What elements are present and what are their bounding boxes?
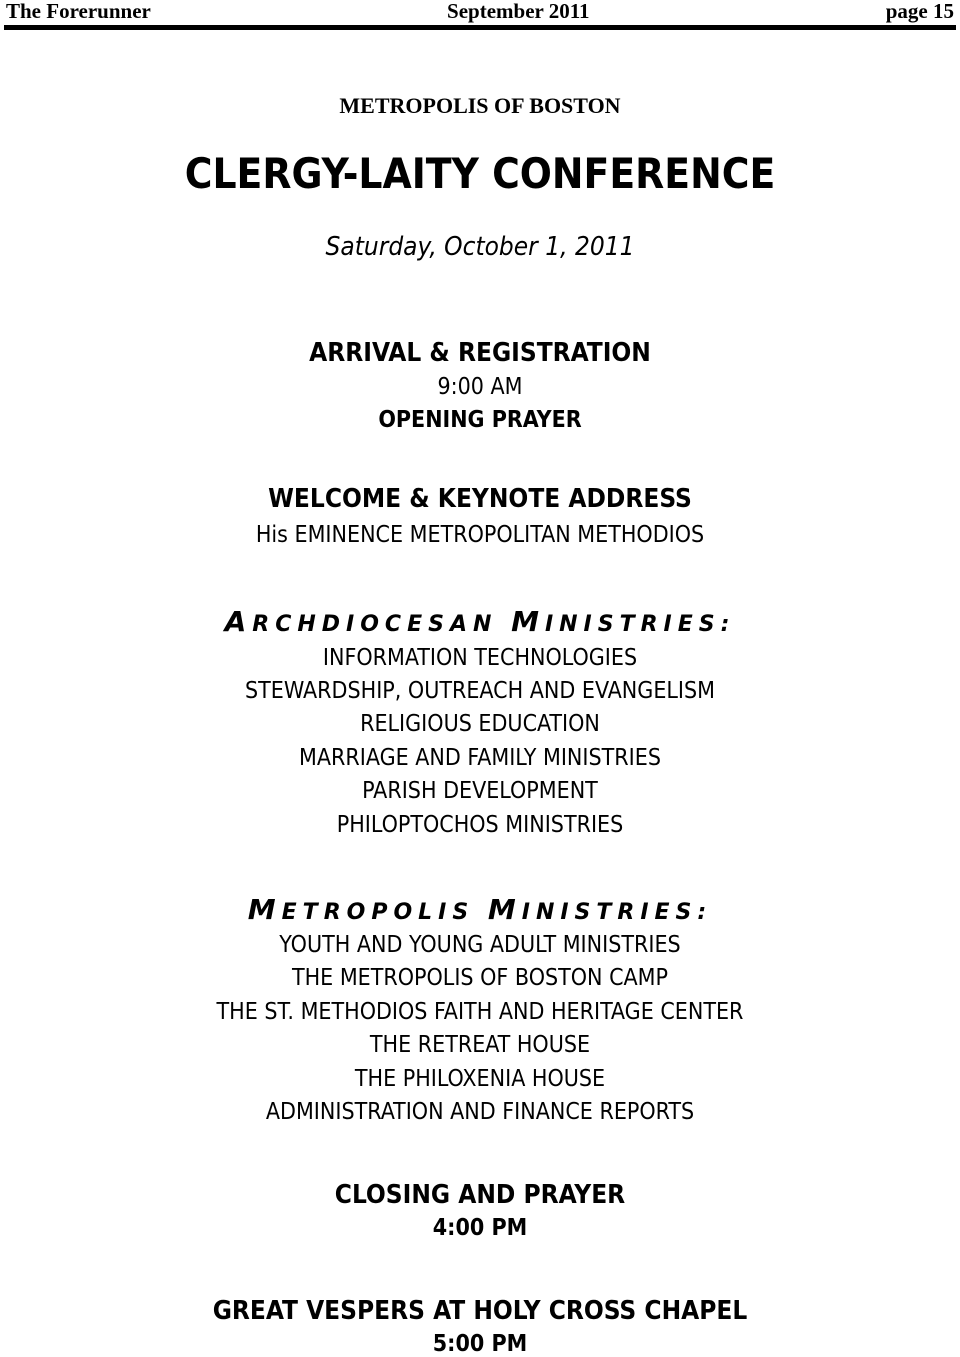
event-date: Saturday, October 1, 2011: [325, 232, 635, 262]
opening-prayer: OPENING PRAYER: [378, 407, 582, 433]
list-item: THE PHILOXENIA HOUSE: [354, 1066, 606, 1092]
list-item: YOUTH AND YOUNG ADULT MINISTRIES: [279, 932, 681, 958]
vespers-heading: GREAT VESPERS AT HOLY CROSS CHAPEL: [212, 1296, 748, 1326]
archdiocesan-ministries-heading: ARCHDIOCESAN MINISTRIES:: [224, 605, 736, 638]
list-item: PHILOPTOCHOS MINISTRIES: [336, 812, 624, 838]
closing-heading: CLOSING AND PRAYER: [334, 1180, 626, 1210]
list-item: ADMINISTRATION AND FINANCE REPORTS: [265, 1099, 695, 1125]
page-number: page 15: [885, 0, 954, 23]
keynote-speaker: His EMINENCE METROPOLITAN METHODIOS: [255, 522, 705, 548]
welcome-heading: WELCOME & KEYNOTE ADDRESS: [268, 484, 692, 514]
page-header: [4, 0, 956, 30]
page-title: CLERGY-LAITY CONFERENCE: [184, 149, 776, 198]
list-item: PARISH DEVELOPMENT: [362, 778, 598, 804]
org-name: METROPOLIS OF BOSTON: [339, 93, 621, 118]
vespers-time: 5:00 PM: [432, 1331, 528, 1357]
list-item: STEWARDSHIP, OUTREACH AND EVANGELISM: [244, 678, 716, 704]
list-item: INFORMATION TECHNOLOGIES: [322, 645, 638, 671]
metropolis-ministries-heading: METROPOLIS MINISTRIES:: [247, 893, 713, 926]
issue-date: September 2011: [447, 0, 590, 23]
list-item: MARRIAGE AND FAMILY MINISTRIES: [299, 745, 661, 771]
list-item: RELIGIOUS EDUCATION: [360, 711, 600, 737]
publication-name: The Forerunner: [6, 0, 151, 23]
arrival-heading: ARRIVAL & REGISTRATION: [309, 338, 651, 368]
arrival-time: 9:00 AM: [437, 374, 523, 400]
closing-time: 4:00 PM: [432, 1215, 528, 1241]
list-item: THE RETREAT HOUSE: [369, 1032, 591, 1058]
list-item: THE METROPOLIS OF BOSTON CAMP: [291, 965, 669, 991]
list-item: THE ST. METHODIOS FAITH AND HERITAGE CENTER: [216, 999, 744, 1025]
